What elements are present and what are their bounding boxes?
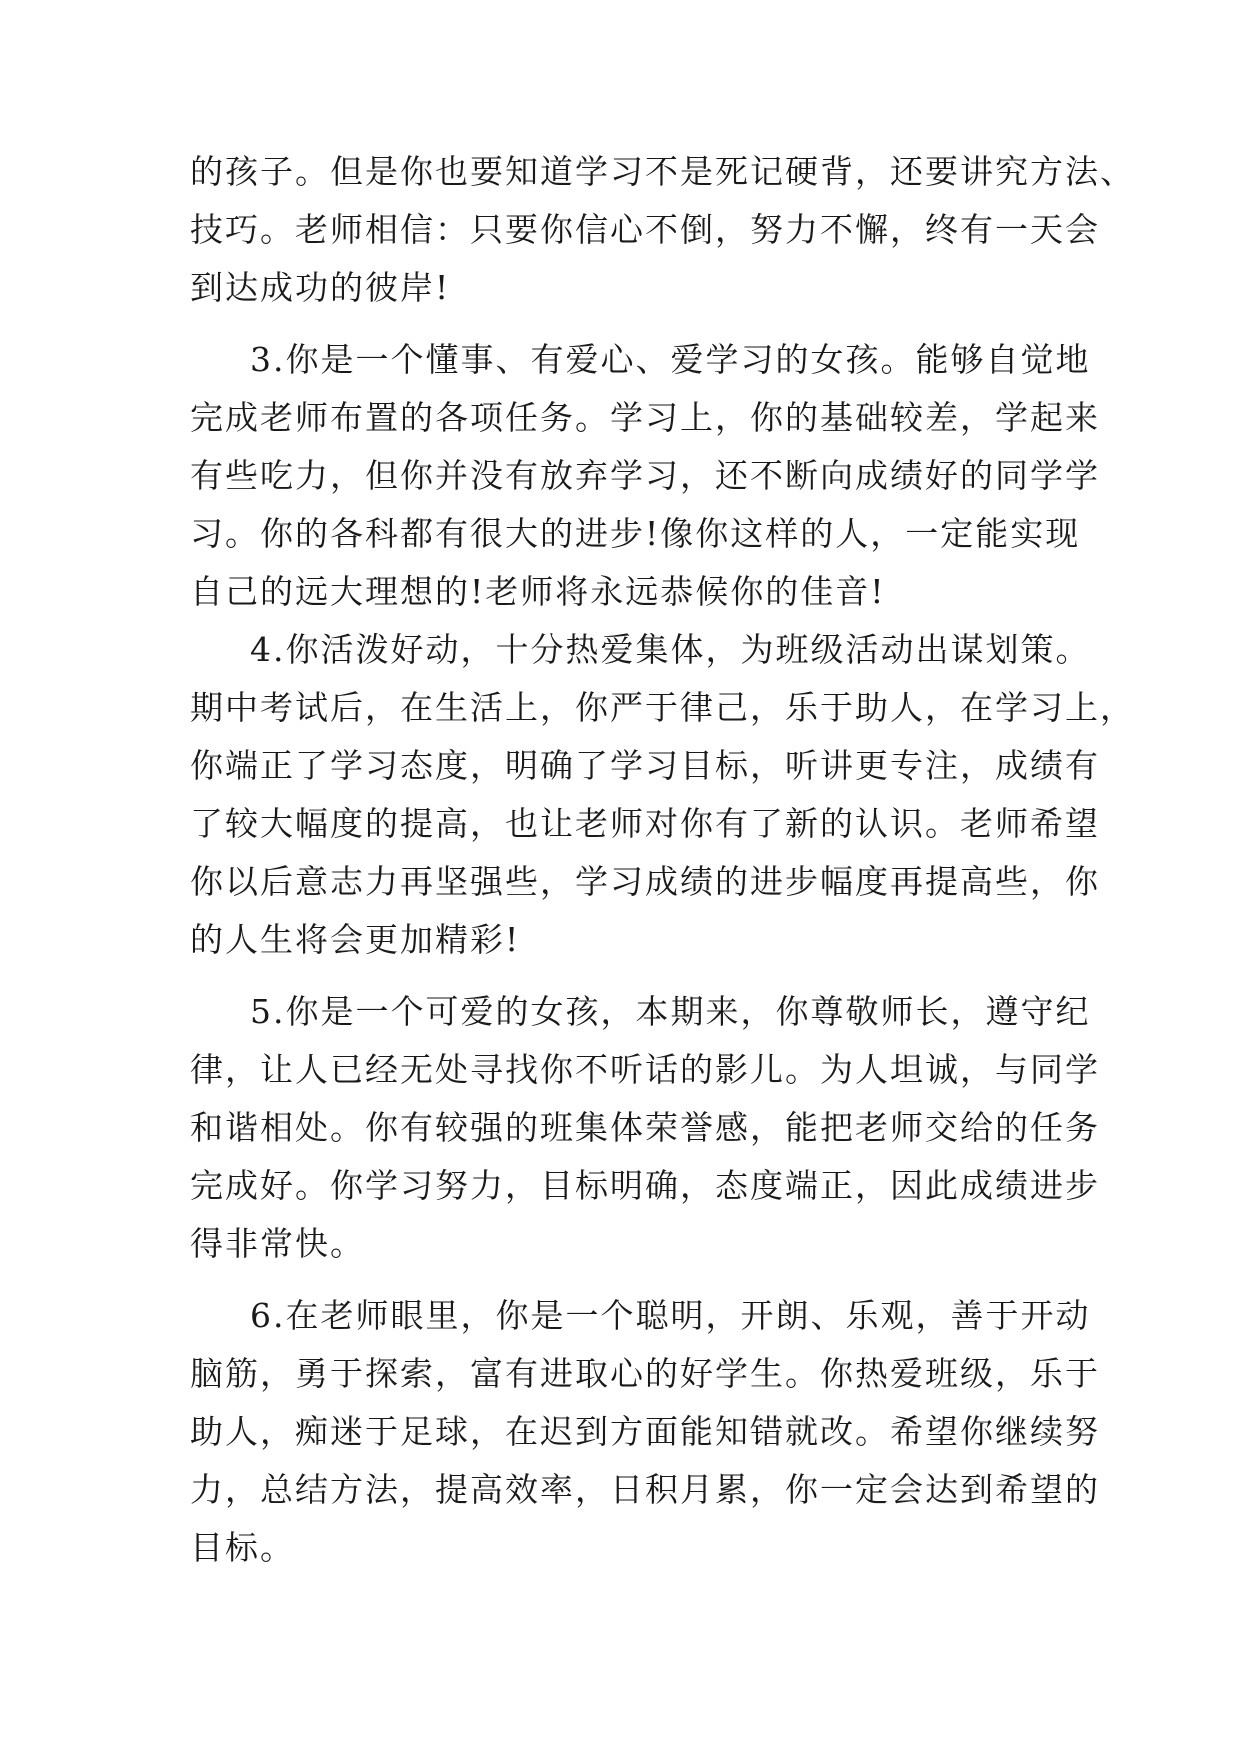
text-line: 期中考试后，在生活上，你严于律己，乐于助人，在学习上， xyxy=(190,688,1135,727)
text-line: 技巧。老师相信：只要你信心不倒，努力不懈，终有一天会 xyxy=(190,210,1100,249)
text-line: 有些吃力，但你并没有放弃学习，还不断向成绩好的同学学 xyxy=(190,456,1100,495)
text-line: 到达成功的彼岸! xyxy=(190,268,451,307)
text-line: 自己的远大理想的!老师将永远恭候你的佳音! xyxy=(190,572,886,611)
text-line: 完成好。你学习努力，目标明确，态度端正，因此成绩进步 xyxy=(190,1166,1100,1205)
text-line: 你以后意志力再坚强些，学习成绩的进步幅度再提高些，你 xyxy=(190,862,1100,901)
text-line: 了较大幅度的提高，也让老师对你有了新的认识。老师希望 xyxy=(190,804,1100,843)
text-line: 脑筋，勇于探索，富有进取心的好学生。你热爱班级，乐于 xyxy=(190,1354,1100,1393)
paragraph-5-first-line: 5.你是一个可爱的女孩，本期来，你尊敬师长，遵守纪 xyxy=(250,992,1091,1031)
text-line: 目标。 xyxy=(190,1528,295,1567)
paragraph-3-first-line: 3.你是一个懂事、有爱心、爱学习的女孩。能够自觉地 xyxy=(250,340,1091,379)
text-line: 律，让人已经无处寻找你不听话的影儿。为人坦诚，与同学 xyxy=(190,1050,1100,1089)
text-line: 和谐相处。你有较强的班集体荣誉感，能把老师交给的任务 xyxy=(190,1108,1100,1147)
text-line: 完成老师布置的各项任务。学习上，你的基础较差，学起来 xyxy=(190,398,1100,437)
text-line: 习。你的各科都有很大的进步!像你这样的人，一定能实现 xyxy=(190,514,1081,553)
paragraph-6-first-line: 6.在老师眼里，你是一个聪明，开朗、乐观，善于开动 xyxy=(250,1296,1091,1335)
text-line: 助人，痴迷于足球，在迟到方面能知错就改。希望你继续努 xyxy=(190,1412,1100,1451)
text-line: 你端正了学习态度，明确了学习目标，听讲更专注，成绩有 xyxy=(190,746,1100,785)
text-line: 得非常快。 xyxy=(190,1224,365,1263)
text-line: 力，总结方法，提高效率，日积月累，你一定会达到希望的 xyxy=(190,1470,1100,1509)
text-line: 的人生将会更加精彩! xyxy=(190,920,521,959)
paragraph-4-first-line: 4.你活泼好动，十分热爱集体，为班级活动出谋划策。 xyxy=(250,630,1091,669)
text-line: 的孩子。但是你也要知道学习不是死记硬背，还要讲究方法、 xyxy=(190,152,1135,191)
